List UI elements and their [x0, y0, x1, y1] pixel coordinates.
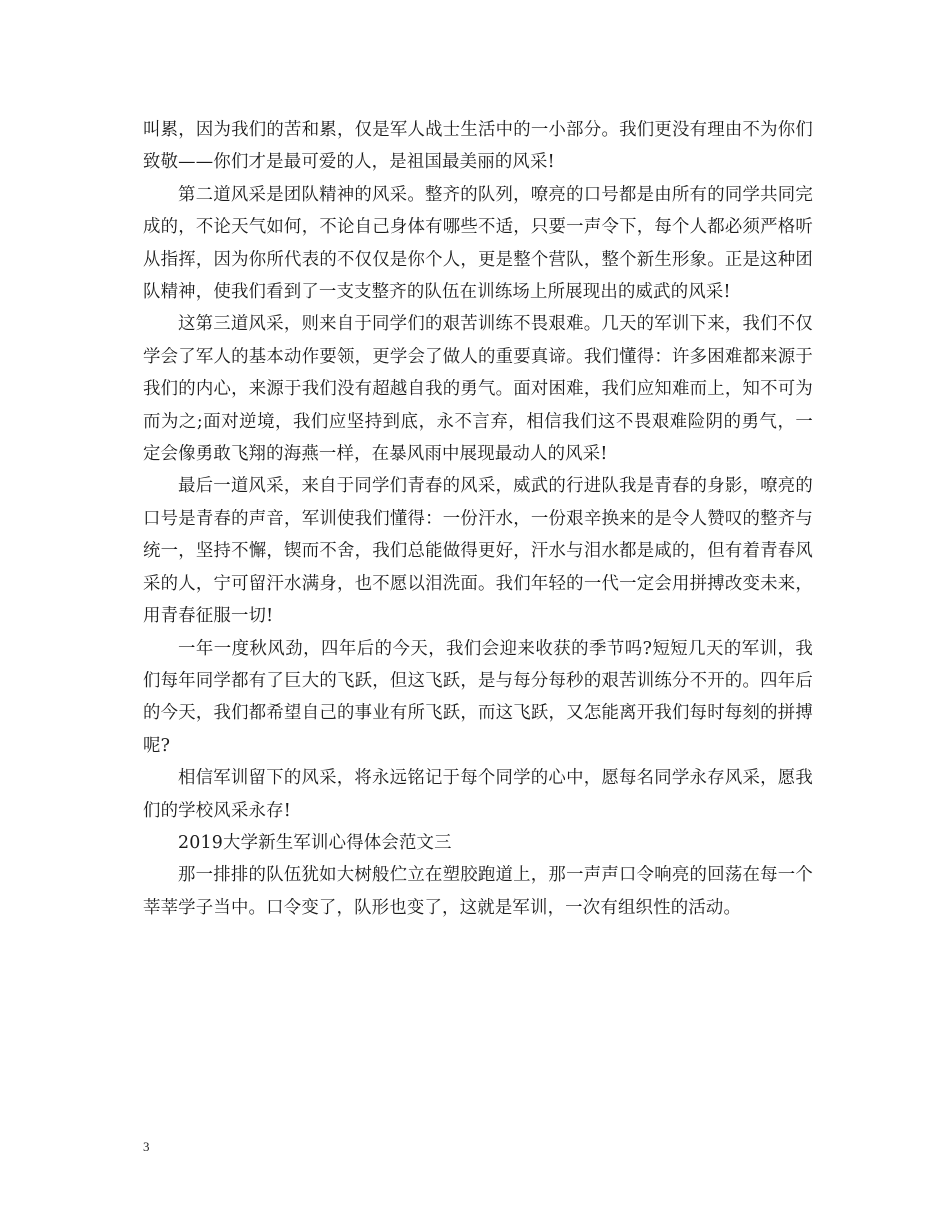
- paragraph-3: 这第三道风采，则来自于同学们的艰苦训练不畏艰难。几天的军训下来，我们不仅学会了军人的基本动作要领，更学会了做人的重要真谛。我们懂得：许多困难都来源于我们的内心，来源于我们没有超越自我的勇气。面对困难，我们应知难而上，知不可为而为之;面对逆境，我们应坚持到底，永不言弃，相信我们这不畏艰难险阴的勇气，一定会像勇敢飞翔的海燕一样，在暴风雨中展现最动人的风采!: [143, 314, 813, 465]
- section-heading: 2019大学新生军训心得体会范文三: [178, 832, 452, 853]
- page-number: 3: [143, 1139, 150, 1154]
- paragraph-4: 最后一道风采，来自于同学们青春的风采，威武的行进队我是青春的身影，嘹亮的口号是青春的声音，军训使我们懂得：一份汗水，一份艰辛换来的是令人赞叹的整齐与统一，坚持不懈，锲而不舍，我们总能做得更好，汗水与泪水都是咸的，但有着青春风采的人，宁可留汗水满身，也不愿以泪洗面。我们年轻的一代一定会用拼搏改变未来，用青春征服一切!: [143, 476, 813, 627]
- paragraph-6: 相信军训留下的风采，将永远铭记于每个同学的心中，愿每名同学永存风采，愿我们的学校风采永存!: [143, 768, 813, 821]
- paragraph-5: 一年一度秋风劲，四年后的今天，我们会迎来收获的季节吗?短短几天的军训，我们每年同学都有了巨大的飞跃，但这飞跃，是与每分每秒的艰苦训练分不开的。四年后的今天，我们都希望自己的事业有所飞跃，而这飞跃，又怎能离开我们每时每刻的拼搏呢?: [143, 638, 813, 756]
- paragraph-2: 第二道风采是团队精神的风采。整齐的队列，嘹亮的口号都是由所有的同学共同完成的，不论天气如何，不论自己身体有哪些不适，只要一声令下，每个人都必须严格听从指挥，因为你所代表的不仅仅是你个人，更是整个营队，整个新生形象。正是这种团队精神，使我们看到了一支支整齐的队伍在训练场上所展现出的威武的风采!: [143, 184, 813, 303]
- document-body: [143, 114, 813, 924]
- paragraph-8: 那一排排的队伍犹如大树般伫立在塑胶跑道上，那一声声口令响亮的回荡在每一个莘莘学子当中。口令变了，队形也变了，这就是军训，一次有组织性的活动。: [143, 865, 813, 918]
- paragraph-1: 叫累，因为我们的苦和累，仅是军人战士生活中的一小部分。我们更没有理由不为你们致敬——你们才是最可爱的人，是祖国最美丽的风采!: [143, 120, 813, 173]
